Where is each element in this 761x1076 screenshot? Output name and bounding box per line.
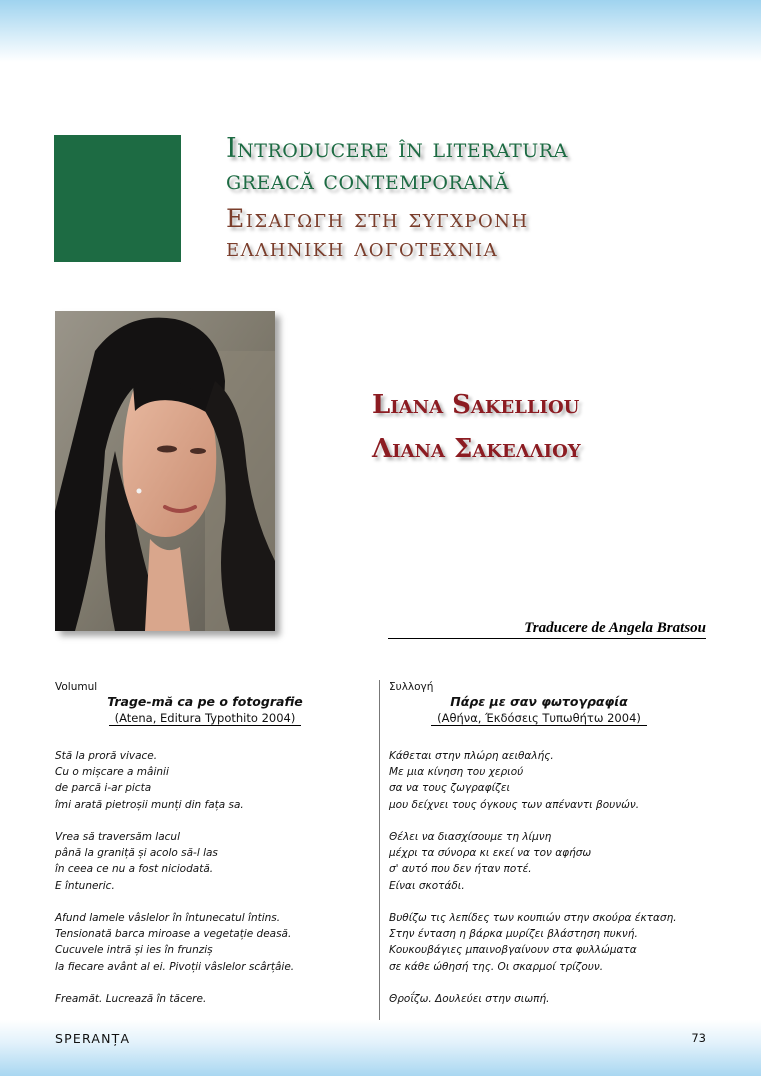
verse-line: Afund lamele vâslelor în întunecatul întins.	[55, 912, 281, 924]
verse-line: μου δείχνει τους όγκους των απέναντι βουνών.	[389, 798, 640, 811]
stanza	[55, 991, 355, 1007]
section-title-gr-line-2: ελληνικη λογοτεχνια	[226, 233, 499, 262]
section-title-greek	[226, 204, 529, 262]
verse-line: Κάθεται στην πλώρη αειθαλής.	[389, 750, 554, 762]
poem-verse-greek	[389, 748, 719, 1007]
publisher-text: (Αθήνα, Έκδόσεις Τυπωθήτω 2004)	[431, 711, 647, 726]
green-accent-square	[54, 135, 181, 262]
book-title-greek: Πάρε με σαν φωτογραφία	[450, 694, 628, 709]
section-title-ro-line-2: greacă contemporană	[226, 165, 509, 196]
verse-line: de parcă i-ar picta	[55, 782, 152, 795]
page-number: 73	[691, 1031, 706, 1045]
verse-line: până la graniță și acolo să-l las	[55, 847, 218, 860]
translator-credit: Traducere de Angela Bratsou	[388, 619, 706, 639]
collection-label: Συλλογή	[389, 681, 434, 693]
stanza	[389, 829, 719, 894]
book-publisher-romanian	[55, 710, 355, 726]
section-title-gr-line-1: Εισαγωγη στη συγχρονη	[226, 204, 529, 233]
stanza	[55, 829, 355, 894]
verse-line: la fiecare avânt al ei. Pivoții vâslelor scârțâie.	[55, 960, 295, 973]
stanza	[55, 748, 355, 813]
top-decorative-band	[0, 0, 761, 62]
bottom-decorative-band	[0, 1020, 761, 1076]
greek-poem-column	[389, 680, 719, 1023]
poem-verse-romanian	[55, 748, 355, 1007]
verse-line: σε κάθε ώθησή της. Οι σκαρμοί τρίζουν.	[389, 960, 604, 973]
verse-line: Stă la proră vivace.	[55, 750, 158, 762]
stanza	[389, 910, 719, 975]
book-publisher-greek	[389, 710, 689, 726]
verse-line: Με μια κίνηση του χεριού	[389, 766, 524, 779]
verse-line: în ceea ce nu a fost niciodată.	[55, 863, 214, 876]
verse-line: Βυθίζω τις λεπίδες των κουπιών στην σκούρα έκταση.	[389, 912, 677, 924]
verse-line: Cucuvele intră și ies în frunziș	[55, 944, 213, 957]
verse-line: Είναι σκοτάδι.	[389, 879, 465, 892]
romanian-poem-column	[55, 680, 355, 1023]
book-title-romanian: Trage-mă ca pe o fotografie	[107, 694, 303, 709]
verse-line: μέχρι τα σύνορα κι εκεί να τον αφήσω	[389, 847, 592, 860]
verse-line: Στην ένταση η βάρκα μυρίζει βλάστηση πυκνή.	[389, 928, 638, 941]
section-title-ro-line-1: Introducere în literatura	[226, 133, 568, 164]
verse-line: Θέλει να διασχίσουμε τη λίμνη	[389, 831, 552, 843]
author-portrait-photo	[55, 311, 275, 631]
verse-line: Θροΐζω. Δουλεύει στην σιωπή.	[389, 993, 550, 1005]
verse-line: Vrea să traversăm lacul	[55, 831, 181, 843]
column-divider	[379, 680, 380, 1022]
stanza	[55, 910, 355, 975]
author-name-romanian: Liana Sakelliou	[372, 390, 580, 420]
publisher-text: (Atena, Editura Typothito 2004)	[109, 711, 302, 726]
verse-line: Tensionată barca miroase a vegetație deasă.	[55, 928, 292, 941]
magazine-name: SPERANȚA	[55, 1031, 131, 1046]
section-title-romanian	[226, 133, 568, 197]
verse-line: σ' αυτό που δεν ήταν ποτέ.	[389, 863, 532, 876]
verse-line: σα να τους ζωγραφίζει	[389, 782, 511, 795]
verse-line: Κουκουβάγιες μπαινοβγαίνουν στα φυλλώματα	[389, 944, 637, 957]
verse-line: Cu o mișcare a mâinii	[55, 766, 169, 779]
stanza	[389, 991, 719, 1007]
author-name-greek: Λιανα Σακελλιου	[372, 434, 581, 464]
stanza	[389, 748, 719, 813]
volume-label: Volumul	[55, 681, 98, 693]
verse-line: îmi arată pietroșii munți din fața sa.	[55, 798, 244, 811]
verse-line: E întuneric.	[55, 879, 115, 892]
verse-line: Freamăt. Lucrează în tăcere.	[55, 993, 207, 1005]
